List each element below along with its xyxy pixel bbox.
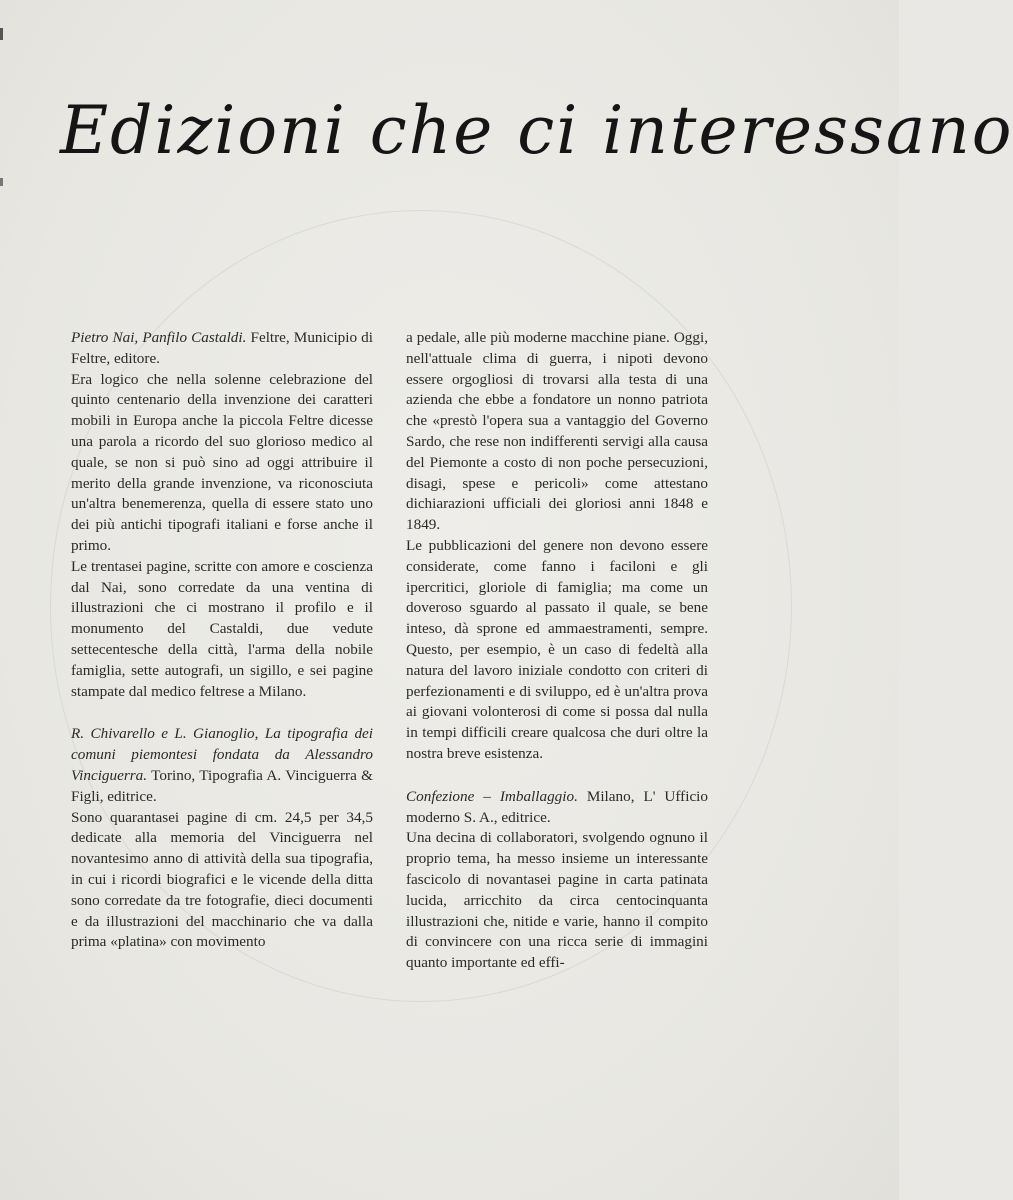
entry-castaldi [71,328,373,702]
page-title: Edizioni che ci interessano [60,92,1013,169]
entry-vinciguerra [71,724,373,953]
reference-publisher: Feltre, Municipio di Feltre, editore. [71,329,373,367]
entry-reference [71,328,373,370]
entry-paragraph: Le trentasei pagine, scritte con amore e coscienza dal Nai, sono corredate da una ventina di illustrazioni che ci mostrano il profilo e il monumento del Castaldi, due vedute settecentesche della città, l'arma della nobile famiglia, sette autografi, un sigillo, e sei pagine stampate dal medico feltrese a Milano. [71,557,373,700]
reference-title: Confezione – Imballaggio. [406,787,578,805]
left-column [71,328,373,975]
entry-paragraph: Una decina di collaboratori, svolgendo ognuno il proprio tema, ha messo insieme un interessante fascicolo di novantasei pagine in carta patinata lucida, arricchito da circa centocinquanta illustrazioni che, nitide e varie, hanno il compito di convincere con una ricca serie di immagini quanto importante ed effi- [406,829,708,972]
entry-paragraph: Sono quarantasei pagine di cm. 24,5 per 34,5 dedicate alla memoria del Vinciguerra nel novantesimo anno di attività della sua tipografia, in cui i ricordi biografici e le vicende della ditta sono corredate da tre fotografie, dieci documenti e da illustrazioni del macchinario che va dalla prima «platina» con movimento [71,808,373,951]
entry-paragraph: Era logico che nella solenne celebrazione del quinto centenario della invenzione dei caratteri mobili in Europa anche la piccola Feltre dicesse una parola a ricordo del suo glorioso medico al quale, se non si può sino ad oggi attribuire il merito della grande invenzione, va riconosciuta un'altra benemerenza, quella di essere stato uno dei più antichi tipografi italiani e forse anche il primo. [71,370,373,554]
entry-confezione [406,787,708,974]
edge-mark [0,28,3,40]
edge-mark [0,178,3,186]
right-column [406,328,708,996]
reference-publisher: Milano, L' Ufficio moderno S. A., editrice. [406,787,708,826]
entry-reference [406,787,708,829]
entry-paragraph: a pedale, alle più moderne macchine piane. Oggi, nell'attuale clima di guerra, i nipoti devono essere orgogliosi di trovarsi alla testa di una azienda che ebbe a fondatore un nonno patriota che «prestò l'opera sua a vantaggio del Governo Sardo, che rese non indifferenti servigi alla causa del Piemonte a costo di non poche persecuzioni, disagi, spese e pericoli» come attestano dichiarazioni ufficiali dei gloriosi anni 1848 e 1849. [406,329,708,534]
entry-reference [71,724,373,807]
reference-title: R. Chivarello e L. Gianoglio, La tipografia dei comuni piemontesi fondata da Alessandro Vinciguerra. [71,725,373,784]
reference-publisher: Torino, Tipografia A. Vinciguerra & Figli, editrice. [71,766,373,805]
entry-vinciguerra-continued [406,328,708,765]
entry-paragraph: Le pubblicazioni del genere non devono essere considerate, come fanno i faciloni e gli ipercritici, gloriole di famiglia; ma come un doveroso sguardo al passato il quale, se bene inteso, dà sprone ed ammaestramenti, sempre. Questo, per esempio, è un caso di fedeltà alla natura del lavoro iniziale condotto con criteri di perfezionamenti e di sviluppo, ed è un'altra prova ai giovani volonterosi di come si possa dal nulla in tempi difficili creare qualcosa che duri oltre la nostra breve esistenza. [406,536,708,762]
reference-title: Pietro Nai, Panfilo Castaldi. [71,329,247,346]
